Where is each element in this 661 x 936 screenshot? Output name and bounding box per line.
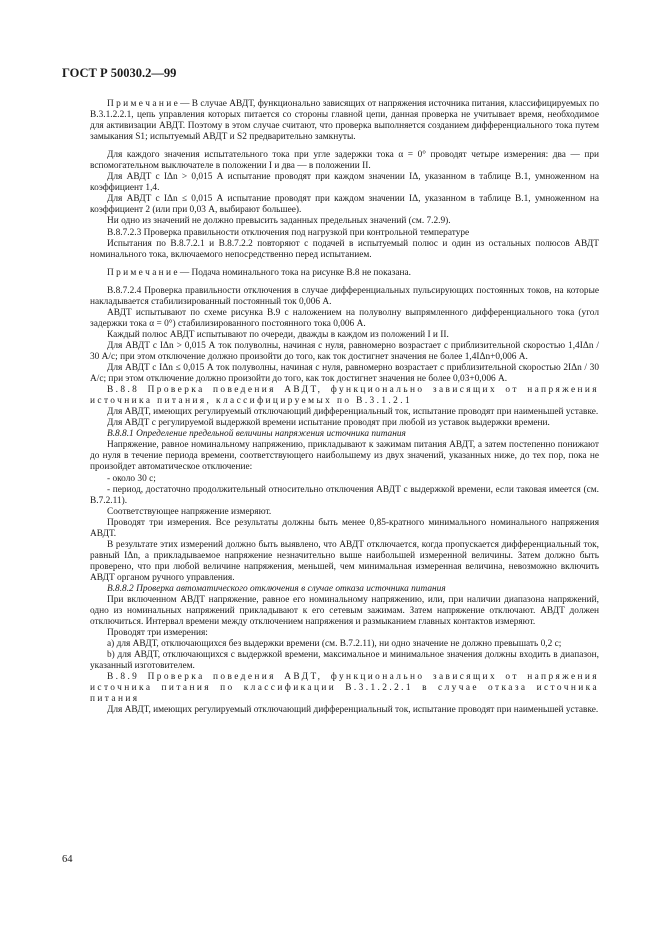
paragraph: Для АВДТ, имеющих регулируемый отключающий дифференциальный ток, испытание проводят при наименьшей уставке. bbox=[107, 407, 599, 418]
standard-header: ГОСТ Р 50030.2—99 bbox=[62, 66, 177, 80]
paragraph: Напряжение, равное номинальному напряжению, прикладывают к зажимам питания АВДТ, а затем постепенно понижают до нуля в течение периода времени, соответствующего наибольшему из двух значений, указанных ниже, до тех пор, пока не произойдет автоматическое отключение: bbox=[90, 440, 599, 473]
paragraph: АВДТ испытывают по схеме рисунка В.9 с наложением на полуволну выпрямленного дифференциального тока (угол задержки тока α = 0°) стабилизированного постоянного тока 0,006 А. bbox=[90, 307, 599, 329]
list-item: а) для АВДТ, отключающихся без выдержки времени (см. В.7.2.11), ни одно значение не должно превышать 0,2 с; bbox=[107, 639, 562, 650]
text-column bbox=[90, 99, 599, 717]
note-paragraph: П р и м е ч а н и е — В случае АВДТ, функционально зависящих от напряжения источника питания, классифицируемых по В.3.1.2.2.1, цепь управления которых питается со стороны главной цепи, данная проверка не учитывает время, необходимое для активизации АВДТ. Поэтому в этом случае считают, что проверка выполняется созданием дифференциального тока путем замыкания S1; испытуемый АВДТ и S2 предварительно замкнуты. bbox=[90, 99, 599, 143]
paragraph: Для АВДТ, имеющих регулируемый отключающий дифференциальный ток, испытание проводят при наименьшей уставке. bbox=[107, 705, 599, 716]
paragraph: Ни одно из значений не должно превысить заданных предельных значений (см. 7.2.9). bbox=[107, 216, 451, 227]
section-heading: В.8.7.2.4 Проверка правильности отключения в случае дифференциальных пульсирующих постоянных токов, на которые накладывается стабилизированный постоянный ток 0,006 А. bbox=[90, 285, 599, 307]
page-number: 64 bbox=[62, 854, 73, 865]
section-heading: В.8.9 Проверка поведения АВДТ, функционально зависящих от напряжения источника питания по классификации В.3.1.2.2.1 в случае отказа источника питания bbox=[90, 672, 599, 705]
paragraph: Для АВДТ с IΔn ≤ 0,015 А ток полуволны, начиная с нуля, равномерно возрастает с приблизительной скоростью 2IΔn / 30 А/с; при этом отключение должно произойти до того, как ток достигнет значения не более 0,03+0,006 А. bbox=[90, 363, 599, 385]
paragraph: Проводят три измерения: bbox=[107, 628, 208, 639]
paragraph: Каждый полюс АВДТ испытывают по очереди, дважды в каждом из положений I и II. bbox=[107, 329, 449, 340]
list-item: b) для АВДТ, отключающихся с выдержкой времени, максимальное и минимальное значения должны входить в диапазон, указанный изготовителем. bbox=[90, 650, 599, 672]
paragraph: Для АВДТ с IΔn ≤ 0,015 А испытание проводят при каждом значении IΔ, указанном в таблице В.1, умноженном на коэффициент 2 (или при 0,03 А, выбирают большее). bbox=[90, 194, 599, 216]
subsection-heading: В.8.8.2 Проверка автоматического отключения в случае отказа источника питания bbox=[107, 583, 446, 594]
subsection-heading: В.8.8.1 Определение предельной величины напряжения источника питания bbox=[107, 429, 406, 440]
paragraph: Проводят три измерения. Все результаты должны быть менее 0,85-кратного минимального номинального напряжения АВДТ. bbox=[90, 517, 599, 539]
paragraph: Для АВДТ с регулируемой выдержкой времени испытание проводят при любой из уставок выдержки времени. bbox=[107, 418, 550, 429]
paragraph: Для АВДТ с IΔn > 0,015 А ток полуволны, начиная с нуля, равномерно возрастает с приблизительной скоростью 1,4IΔn / 30 А/с; при этом отключение должно произойти до того, как ток достигнет значения не более 1,4IΔn+0,006 А. bbox=[90, 340, 599, 362]
paragraph: Для АВДТ с IΔn > 0,015 А испытание проводят при каждом значении IΔ, указанном в таблице В.1, умноженном на коэффициент 1,4. bbox=[90, 172, 599, 194]
paragraph: Для каждого значения испытательного тока при угле задержки тока α = 0° проводят четыре измерения: два — при вспомогательном выключателе в положении I и два — в положении II. bbox=[90, 150, 599, 172]
paragraph: При включенном АВДТ напряжение, равное его номинальному напряжению, или, при наличии диапазона напряжений, одно из номинальных напряжений прикладывают к его сетевым зажимам. Затем напряжение отключают. АВДТ должен отключиться. Интервал времени между отключением напряжения и размыканием главных контактов измеряют. bbox=[90, 595, 599, 628]
paragraph: В результате этих измерений должно быть выявлено, что АВДТ отключается, когда пропускается дифференциальный ток, равный IΔn, а прикладываемое напряжение незначительно выше наибольшей измеренной величины. Затем должно быть проверено, что при любой величине напряжения, меньшей, чем минимальная измеренная величина, невозможно включить АВДТ органом ручного управления. bbox=[90, 539, 599, 583]
paragraph: Испытания по В.8.7.2.1 и В.8.7.2.2 повторяют с подачей в испытуемый полюс и один из остальных полюсов АВДТ номинального тока, включаемого непосредственно перед испытанием. bbox=[90, 238, 599, 260]
section-heading: В.8.8 Проверка поведения АВДТ, функционально зависящих от напряжения источника питания, классифицируемых по В.3.1.2.1 bbox=[90, 385, 599, 407]
paragraph: Соответствующее напряжение измеряют. bbox=[107, 506, 272, 517]
section-heading: В.8.7.2.3 Проверка правильности отключения под нагрузкой при контрольной температуре bbox=[107, 227, 470, 238]
note-paragraph: П р и м е ч а н и е — Подача номинального тока на рисунке В.8 не показана. bbox=[107, 267, 411, 278]
list-item: - около 30 с; bbox=[107, 473, 156, 484]
list-item: - период, достаточно продолжительный относительно отключения АВДТ с выдержкой времени, если таковая имеется (см. В.7.2.11). bbox=[90, 484, 599, 506]
